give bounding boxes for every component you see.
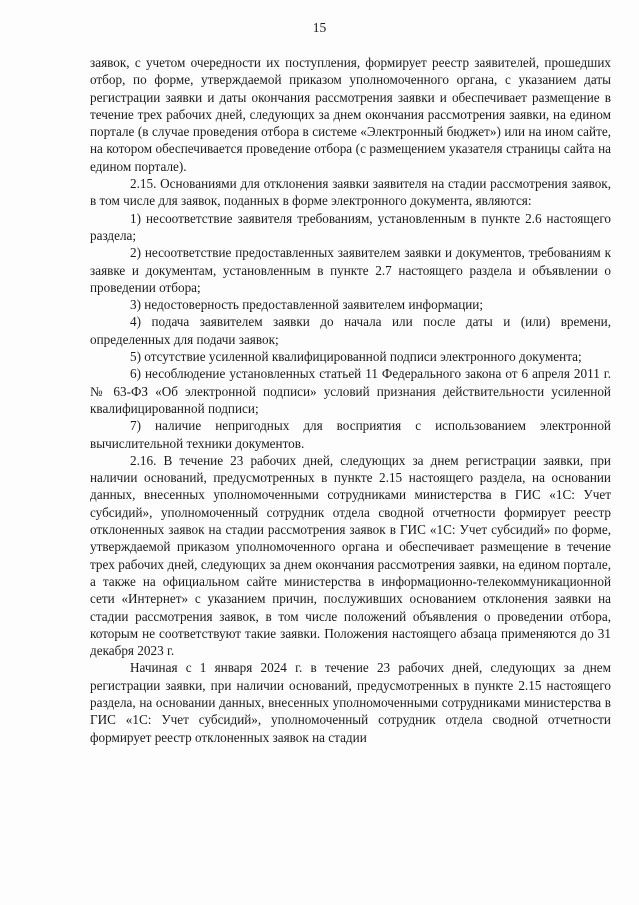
list-item-4: 4) подача заявителем заявки до начала или после даты и (или) времени, определенных для подачи заявок; [90,314,611,347]
list-item-6: 6) несоблюдение установленных статьей 11 Федерального закона от 6 апреля 2011 г. № 63-ФЗ «Об электронной подписи» условий признания действительности усиленной квалифицированной подписи; [90,366,611,416]
paragraph-2-15: 2.15. Основаниями для отклонения заявки заявителя на стадии рассмотрения заявок, в том числе для заявок, поданных в форме электронного документа, являются: [90,176,611,209]
list-item-1: 1) несоответствие заявителя требованиям, установленным в пункте 2.6 настоящего раздела; [90,210,611,243]
document-body [90,54,611,746]
list-item-5: 5) отсутствие усиленной квалифицированной подписи электронного документа; [130,349,582,365]
paragraph-from-2024: Начиная с 1 января 2024 г. в течение 23 рабочих дней, следующих за днем регистрации заявки, при наличии оснований, предусмотренных в пункте 2.15 настоящего раздела, на основании данных, внесенных уполномоченными сотрудниками министерства в ГИС «1С: Учет субсидий», уполномоченный сотрудник отдела сводной отчетности формирует реестр отклоненных заявок на стадии [90,660,611,745]
paragraph-continuation: заявок, с учетом очередности их поступления, формирует реестр заявителей, прошедших отбор, по форме, утверждаемой приказом уполномоченного органа, с указанием даты регистрации заявки и даты окончания рассмотрения заявки и обеспечивает размещение в течение трех рабочих дней, следующих за днем окончания рассмотрения заявки, на едином портале (в случае проведения отбора в системе «Электронный бюджет») или на ином сайте, на котором обеспечивается проведение отбора (с размещением указателя страницы сайта на едином портале). [90,55,611,174]
page-number: 15 [312,20,327,35]
paragraph-2-16: 2.16. В течение 23 рабочих дней, следующих за днем регистрации заявки, при наличии оснований, предусмотренных в пункте 2.15 настоящего раздела, на основании данных, внесенных уполномоченными сотрудниками министерства в ГИС «1С: Учет субсидий», уполномоченный сотрудник отдела сводной отчетности формирует реестр отклоненных заявок на стадии рассмотрения заявок в ГИС «1С: Учет субсидий» по форме, утверждаемой приказом уполномоченного органа и обеспечивает размещение в течение трех рабочих дней, следующих за днем окончания рассмотрения заявки, на едином портале, а также на официальном сайте министерства в информационно-телекоммуникационной сети «Интернет» с указанием причин, послуживших основанием отклонения заявки на стадии рассмотрения заявок, в том числе положений объявления о проведении отбора, которым не соответствуют такие заявки. Положения настоящего абзаца применяются до 31 декабря 2023 г. [90,452,611,659]
list-item-2: 2) несоответствие предоставленных заявителем заявки и документов, требованиям к заявке и документам, установленным в пункте 2.7 настоящего раздела и объявлении о проведении отбора; [90,245,611,295]
list-item-7: 7) наличие непригодных для восприятия с использованием электронной вычислительной техники документов. [90,418,611,451]
list-item-3: 3) недостоверность предоставленной заявителем информации; [130,297,484,313]
